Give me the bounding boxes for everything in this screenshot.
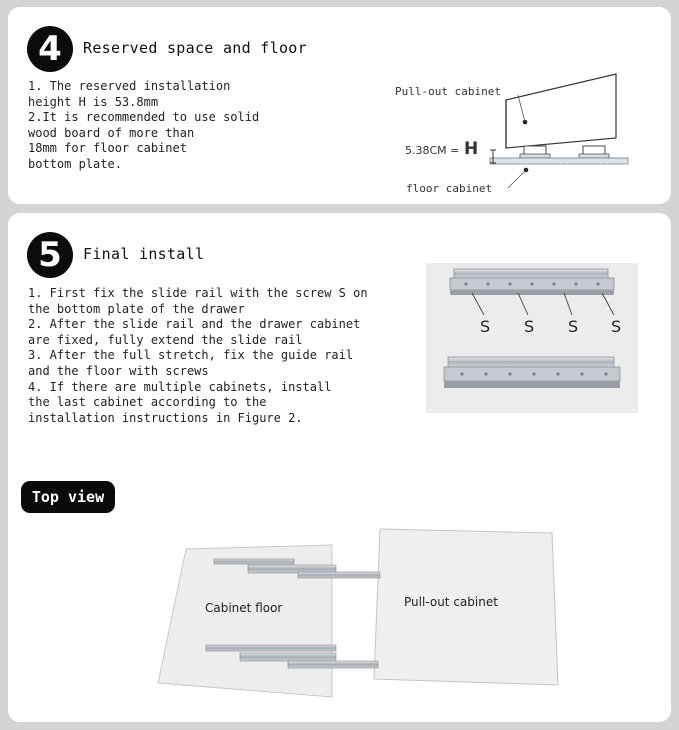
rails-screws-photo: [426, 263, 638, 413]
top-view-badge: Top view: [21, 481, 115, 513]
step4-title: Reserved space and floor: [83, 39, 307, 57]
cabinet-height-diagram: [378, 62, 638, 202]
cabinet-floor-label: Cabinet floor: [205, 601, 283, 615]
height-value-label: 5.38CM =: [405, 144, 460, 157]
step5-title: Final install: [83, 245, 205, 263]
step4-instructions: 1. The reserved installation height H is 53.8mm 2.It is recommended to use solid wood board of more than 18mm for floor cabinet bottom plate.: [28, 79, 260, 171]
step5-card: [8, 213, 671, 722]
floor-cabinet-shape: [490, 158, 628, 164]
screw-label: S: [568, 317, 579, 336]
step5-badge: 5: [27, 232, 73, 278]
screw-label: S: [480, 317, 491, 336]
screw-label: S: [524, 317, 535, 336]
pullout-cabinet-label: Pull-out cabinet: [395, 85, 501, 98]
pullout-cabinet-label: Pull-out cabinet: [404, 595, 498, 609]
screw-label: S: [611, 317, 622, 336]
height-letter-label: H: [464, 139, 479, 159]
step5-instructions: 1. First fix the slide rail with the screw S on the bottom plate of the drawer 2. After the slide rail and the drawer cabinet are fixed, fully extend the slide rail 3. After the full stretch, fix the guide rail and the floor with screws 4. If there are multiple cabinets, install the last cabinet according to the installation instructions in Figure 2.: [28, 286, 368, 425]
floor-cabinet-label: floor cabinet: [406, 182, 493, 195]
step4-badge: 4: [27, 26, 73, 72]
step4-card: [8, 7, 671, 204]
